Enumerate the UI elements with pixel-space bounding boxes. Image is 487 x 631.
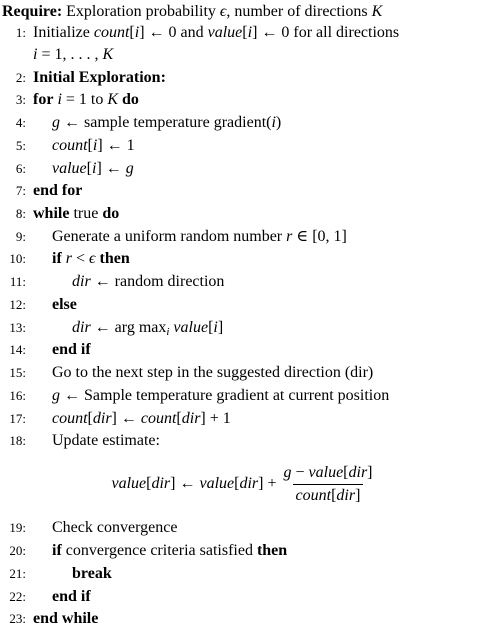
algo-line-5: 5: count[i] ← 1 <box>15 137 135 154</box>
algo-line-20: 20: if convergence criteria satisfied then <box>9 542 288 559</box>
require-line: Require: Exploration probability ϵ, number of directions K <box>2 3 383 20</box>
algo-line-14: 14: end if <box>9 341 91 358</box>
algo-line-6: 6: value[i] ← g <box>15 160 134 177</box>
algo-line-3: 3: for i = 1 to K do <box>15 91 139 108</box>
algo-line-9: 9: Generate a uniform random number r ∈ [0, 1] <box>15 228 347 245</box>
algo-line-7: 7: end for <box>15 182 83 199</box>
algo-line-1: 1: Initialize count[i] ← 0 and value[i] ← 0 for all directions <box>15 24 400 41</box>
algo-line-21: 21: break <box>9 565 112 582</box>
algo-line-8: 8: while true do <box>15 205 120 222</box>
algo-line-13: 13: dir ← arg $\max_i$ value[i] <box>9 319 224 338</box>
require-label: Require: <box>2 3 63 20</box>
equation-fraction <box>280 464 375 505</box>
algo-line-23: 23: end while <box>9 610 99 627</box>
fraction-numerator: g − value[dir] <box>283 463 373 481</box>
algo-line-4: 4: g ← sample temperature gradient(i) <box>15 114 282 131</box>
algo-line-22: 22: end if <box>9 588 91 605</box>
algo-line-11: 11: dir ← random direction <box>9 273 225 290</box>
algo-line-15: 15: Go to the next step in the suggested direction (dir) <box>9 364 374 381</box>
algo-line-16: 16: g ← Sample temperature gradient at current position <box>9 387 390 404</box>
algo-line-19: 19: Check convergence <box>9 519 178 536</box>
update-equation: value[dir] ← value[dir] + $\frac{\text{g − value[dir]}}{\text{count[dir]}}$ <box>0 456 487 512</box>
algo-line-18: 18: Update estimate: <box>9 432 160 449</box>
algo-line-1-cont: i = 1, . . . , K <box>33 46 114 63</box>
algo-line-2: 2: Initial Exploration: <box>15 69 166 86</box>
algo-line-17: 17: count[dir] ← count[dir] + 1 <box>9 410 231 427</box>
algo-line-12: 12: else <box>9 296 77 313</box>
algo-line-10: 10: if r < ϵ then <box>9 250 130 267</box>
fraction-denominator: count[dir] <box>293 484 364 505</box>
